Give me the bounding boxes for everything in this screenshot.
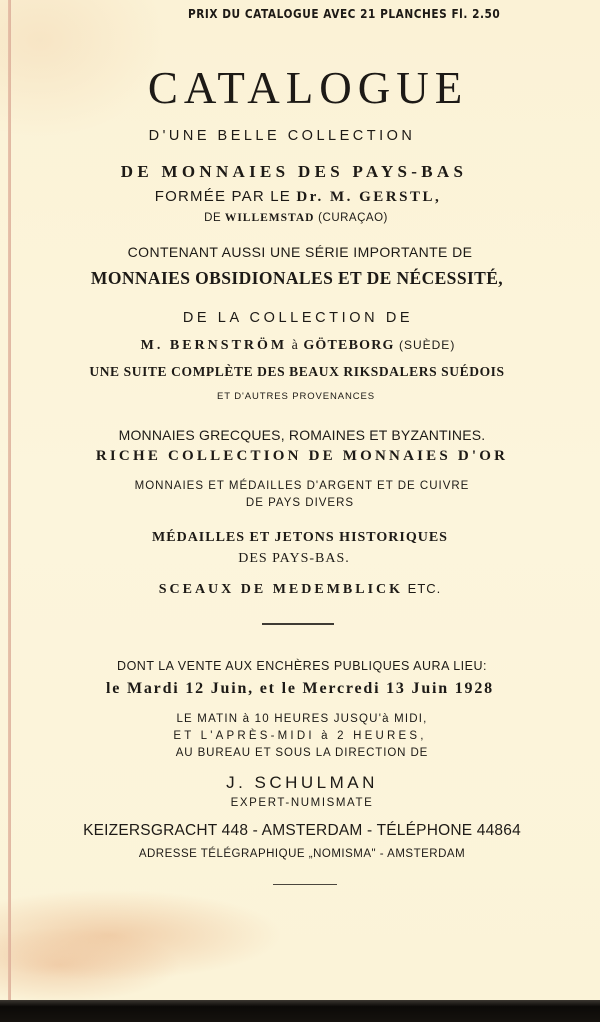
owner-country: (SUÈDE) — [394, 338, 456, 352]
telegraph-address: ADRESSE TÉLÉGRAPHIQUE „NOMISMA" - AMSTERDAM — [138, 848, 466, 860]
expert-title: EXPERT-NUMISMATE — [230, 797, 374, 809]
owner-name: M. BERNSTRÖM — [140, 338, 288, 353]
gold-collection: RICHE COLLECTION DE MONNAIES D'OR — [95, 448, 509, 464]
auction-dates: le Mardi 12 Juin, et le Mercredi 13 Juin 1928 — [106, 680, 494, 697]
other-provenances: ET D'AUTRES PROVENANCES — [216, 391, 375, 402]
medals-line-1: MÉDAILLES ET JETONS HISTORIQUES — [152, 530, 448, 545]
ancient-coins: MONNAIES GRECQUES, ROMAINES ET BYZANTINES. — [118, 427, 486, 443]
auction-afternoon: ET L'APRÈS-MIDI à 2 HEURES, — [173, 730, 427, 742]
expert-address: KEIZERSGRACHT 448 - AMSTERDAM - TÉLÉPHONE 44864 — [83, 822, 521, 839]
also-contains-heading: MONNAIES OBSIDIONALES ET DE NÉCESSITÉ, — [90, 268, 504, 288]
section-divider — [262, 623, 334, 625]
auction-morning: LE MATIN à 10 HEURES JUSQU'à MIDI, — [176, 713, 428, 725]
scan-bottom-border — [0, 1000, 600, 1022]
origin-city: WILLEMSTAD — [224, 212, 315, 224]
silver-copper-line-1: MONNAIES ET MÉDAILLES D'ARGENT ET DE CUIVRE — [134, 480, 470, 492]
expert-name: J. SCHULMAN — [226, 773, 378, 792]
footer-divider — [273, 884, 337, 885]
seals-line — [0, 581, 600, 598]
auction-intro: DONT LA VENTE AUX ENCHÈRES PUBLIQUES AURA LIEU: — [117, 659, 487, 673]
owner-preposition: à — [287, 338, 304, 353]
riksdalers-suite: UNE SUITE COMPLÈTE DES BEAUX RIKSDALERS SUÉDOIS — [89, 364, 505, 379]
silver-copper-line-2: DE PAYS DIVERS — [245, 497, 355, 509]
formed-by-prefix: FORMÉE PAR LE — [154, 188, 297, 205]
price-line: PRIX DU CATALOGUE AVEC 21 PLANCHES Fl. 2.50 — [188, 7, 501, 21]
owner-city: GÖTEBORG — [303, 338, 395, 353]
subtitle: D'UNE BELLE COLLECTION — [148, 128, 416, 144]
collection-heading: DE MONNAIES DES PAYS-BAS — [120, 162, 468, 181]
seals-etc: ETC. — [403, 581, 442, 596]
collection-origin — [0, 212, 596, 224]
seals-bold: SCEAUX DE MEDEMBLICK — [158, 582, 404, 597]
second-collection-intro: DE LA COLLECTION DE — [182, 310, 414, 326]
auction-location: AU BUREAU ET SOUS LA DIRECTION DE — [175, 747, 429, 759]
second-collection-owner-line — [0, 338, 598, 354]
also-contains-intro: CONTENANT AUSSI UNE SÉRIE IMPORTANTE DE — [127, 244, 473, 260]
collection-formed-by — [0, 188, 598, 206]
origin-prefix: DE — [204, 212, 225, 224]
medals-line-2: DES PAYS-BAS. — [238, 551, 350, 566]
catalogue-title: CATALOGUE — [147, 63, 469, 113]
origin-country: (CURAÇAO) — [314, 212, 388, 224]
collector-name: Dr. M. GERSTL, — [296, 189, 442, 205]
